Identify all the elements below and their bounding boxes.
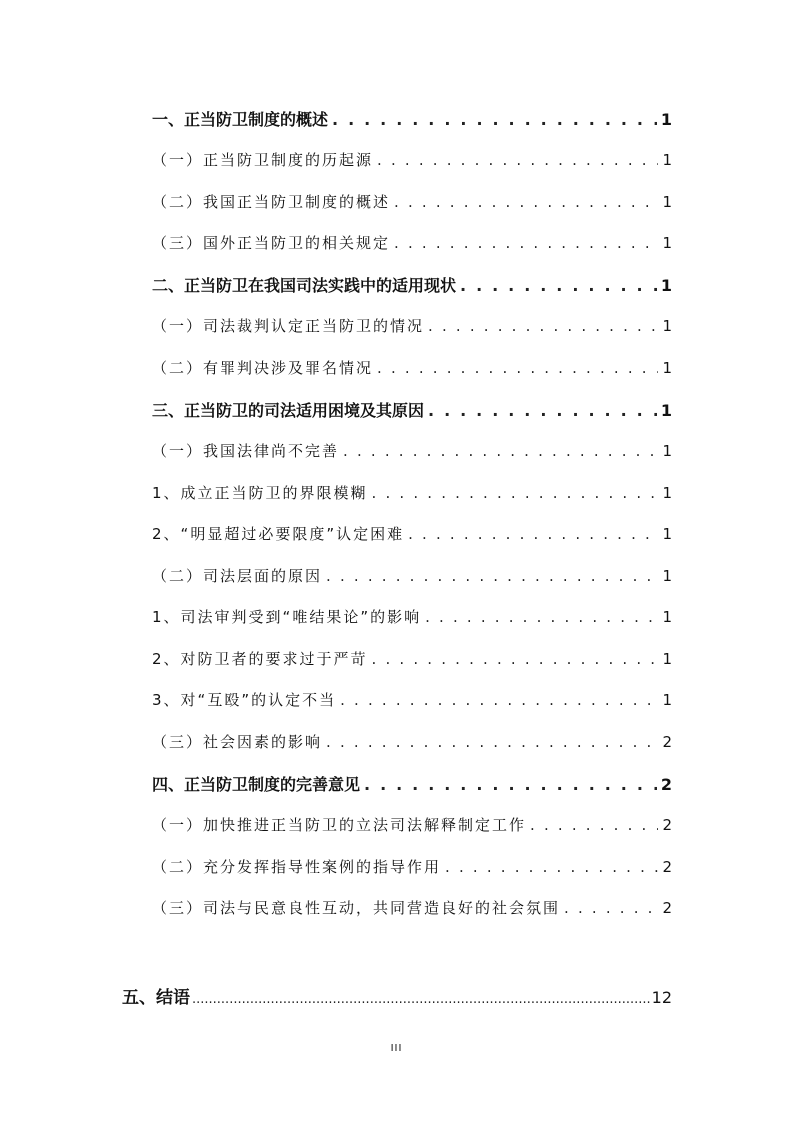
toc-entry-page: 1 [662, 193, 672, 211]
toc-entry-page: 1 [660, 276, 672, 295]
dot-leader [564, 899, 658, 917]
toc-entry[interactable] [152, 315, 672, 336]
toc-entry[interactable] [152, 107, 672, 130]
toc-entry-page: 2 [660, 775, 672, 794]
toc-entry[interactable] [152, 565, 672, 586]
toc-entry-label: （三）国外正当防卫的相关规定 [152, 234, 391, 252]
dot-leader [408, 525, 658, 543]
toc-entry-label: 2、“明显超过必要限度”认定困难 [152, 525, 405, 543]
dot-leader [332, 110, 657, 129]
toc-entry-label: 五、结语 [122, 988, 190, 1008]
toc-entry-label: （一）加快推进正当防卫的立法司法解释制定工作 [152, 816, 527, 834]
toc-entry[interactable] [152, 814, 672, 835]
toc-entry[interactable] [152, 897, 672, 918]
toc-entry-label: （一）我国法律尚不完善 [152, 442, 340, 460]
toc-entry[interactable] [152, 482, 672, 503]
toc-entry-page: 1 [662, 359, 672, 377]
toc-entry-label: （二）充分发挥指导性案例的指导作用 [152, 858, 442, 876]
toc-entry-label: 3、对“互殴”的认定不当 [152, 691, 337, 709]
dot-leader [428, 317, 658, 335]
toc-entry[interactable] [152, 273, 672, 296]
toc-entry-page: 1 [662, 484, 672, 502]
toc-entry-label: 三、正当防卫的司法适用困境及其原因 [152, 401, 425, 420]
dot-leader [445, 858, 658, 876]
toc-entry-label: （二）有罪判决涉及罪名情况 [152, 359, 374, 377]
toc-entry-label: 一、正当防卫制度的概述 [152, 110, 329, 129]
dot-leader [326, 567, 658, 585]
dot-leader [530, 816, 658, 834]
toc-entry-page: 1 [662, 525, 672, 543]
dot-leader [425, 608, 658, 626]
toc-entry-label: 1、司法审判受到“唯结果论”的影响 [152, 608, 422, 626]
toc-entry-label: （三）司法与民意良性互动，共同营造良好的社会氛围 [152, 899, 561, 917]
toc-entry[interactable] [152, 232, 672, 253]
toc-entry[interactable] [152, 772, 672, 795]
dot-leader [428, 401, 657, 420]
toc-entry[interactable] [152, 357, 672, 378]
toc-entry-page: 1 [662, 234, 672, 252]
toc-entry-conclusion[interactable] [122, 983, 672, 1008]
toc-entry-label: 2、对防卫者的要求过于严苛 [152, 650, 368, 668]
toc-entry-page: 1 [660, 401, 672, 420]
dot-leader [364, 775, 657, 794]
dot-leader [377, 359, 658, 377]
toc-entry-label: （一）司法裁判认定正当防卫的情况 [152, 317, 425, 335]
toc-entry-label: （二）我国正当防卫制度的概述 [152, 193, 391, 211]
toc-entry-page: 2 [662, 733, 672, 751]
toc-entry-page: 12 [651, 988, 672, 1007]
dot-leader [394, 234, 658, 252]
dot-leader [377, 151, 658, 169]
toc-entry[interactable] [152, 191, 672, 212]
toc-entry-page: 1 [662, 567, 672, 585]
dot-leader [372, 650, 659, 668]
toc-entry-label: 四、正当防卫制度的完善意见 [152, 775, 361, 794]
toc-entry-page: 1 [662, 317, 672, 335]
toc-entry[interactable] [152, 689, 672, 710]
toc-entry[interactable] [152, 149, 672, 170]
dot-leader [192, 992, 650, 1007]
dot-leader [326, 733, 658, 751]
toc-entry[interactable] [152, 731, 672, 752]
toc-entry[interactable] [152, 440, 672, 461]
toc-entry-page: 1 [660, 110, 672, 129]
toc-entry[interactable] [152, 856, 672, 877]
toc-entry[interactable] [152, 648, 672, 669]
toc-entry-label: （三）社会因素的影响 [152, 733, 323, 751]
toc-entry-page: 1 [662, 691, 672, 709]
dot-leader [460, 276, 657, 295]
toc-entry-label: 二、正当防卫在我国司法实践中的适用现状 [152, 276, 457, 295]
toc-entry[interactable] [152, 606, 672, 627]
toc-entry-page: 1 [662, 608, 672, 626]
dot-leader [340, 691, 658, 709]
toc-entry-page: 1 [662, 650, 672, 668]
toc-entry-page: 2 [662, 858, 672, 876]
toc-entry-page: 2 [662, 899, 672, 917]
toc-entry[interactable] [152, 523, 672, 544]
dot-leader [394, 193, 658, 211]
toc-entry-label: （一）正当防卫制度的历起源 [152, 151, 374, 169]
toc-entry-page: 2 [662, 816, 672, 834]
toc-entry-page: 1 [662, 151, 672, 169]
dot-leader [343, 442, 658, 460]
toc-entry-label: （二）司法层面的原因 [152, 567, 323, 585]
toc-entry-page: 1 [662, 442, 672, 460]
dot-leader [372, 484, 659, 502]
toc-entry[interactable] [152, 398, 672, 421]
page-number: III [390, 1043, 403, 1054]
toc-entry-label: 1、成立正当防卫的界限模糊 [152, 484, 368, 502]
